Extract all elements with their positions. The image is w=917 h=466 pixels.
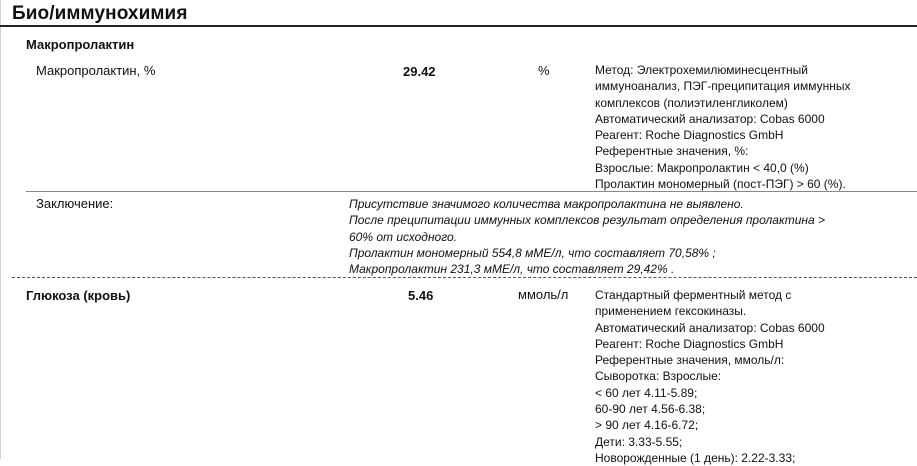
conclusion-label: Заключение: <box>36 196 114 211</box>
conclusion-line: 60% от исходного. <box>349 229 458 244</box>
method-line: Автоматический анализатор: Cobas 6000 <box>595 320 825 335</box>
method-line: применением гексокиназы. <box>595 304 747 319</box>
test-value-macroprolactin: 29.42 <box>403 64 436 79</box>
section-title: Био/иммунохимия <box>12 3 188 24</box>
test-unit-glucose: ммоль/л <box>518 287 569 302</box>
method-line: Пролактин мономерный (пост-ПЭГ) > 60 (%). <box>595 177 846 192</box>
method-description-glucose <box>595 287 825 466</box>
test-unit-macroprolactin: % <box>538 63 550 78</box>
page-left-border <box>0 0 1 459</box>
method-line: > 90 лет 4.16-6.72; <box>595 418 699 433</box>
method-line: 60-90 лет 4.56-6.38; <box>595 402 706 417</box>
conclusion-line: Пролактин мономерный 554,8 мМЕ/л, что составляет 70,58% ; <box>349 245 716 260</box>
conclusion-line: После преципитации иммунных комплексов результат определения пролактина > <box>349 213 826 228</box>
conclusion-text <box>349 196 825 277</box>
method-line: < 60 лет 4.11-5.89; <box>595 385 698 400</box>
conclusion-line: Присутствие значимого количества макропролактина не выявлено. <box>349 197 744 211</box>
method-line: Реагент: Roche Diagnostics GmbH <box>595 128 784 143</box>
method-line: Референтные значения, %: <box>595 144 749 159</box>
method-line: Дети: 3.33-5.55; <box>595 434 683 449</box>
method-line: Взрослые: Макропролактин < 40,0 (%) <box>595 160 809 175</box>
group-title-macroprolactin: Макропролактин <box>26 37 135 52</box>
section-divider <box>0 25 917 27</box>
conclusion-line: Макропролактин 231,3 мМЕ/л, что составляет 29,42% . <box>349 262 675 277</box>
method-line: Стандартный ферментный метод с <box>595 288 792 302</box>
method-line: Метод: Электрохемилюминесцентный <box>595 63 808 77</box>
test-value-glucose: 5.46 <box>408 288 434 303</box>
method-description-macroprolactin <box>595 62 851 192</box>
method-line: Автоматический анализатор: Cobas 6000 <box>595 111 825 126</box>
method-line: Сыворотка: Взрослые: <box>595 369 722 384</box>
method-line: комплексов (полиэтиленгликолем) <box>595 95 788 110</box>
method-line: иммуноанализ, ПЭГ-преципитация иммунных <box>595 79 851 94</box>
method-line: Реагент: Roche Diagnostics GmbH <box>595 336 784 351</box>
row-divider <box>26 191 917 192</box>
method-line: Референтные значения, ммоль/л: <box>595 353 785 368</box>
dashed-divider <box>12 277 917 278</box>
test-name-macroprolactin: Макропролактин, % <box>36 63 156 78</box>
test-name-glucose: Глюкоза (кровь) <box>26 288 131 303</box>
method-line: Новорожденные (1 день): 2.22-3.33; <box>595 450 796 465</box>
